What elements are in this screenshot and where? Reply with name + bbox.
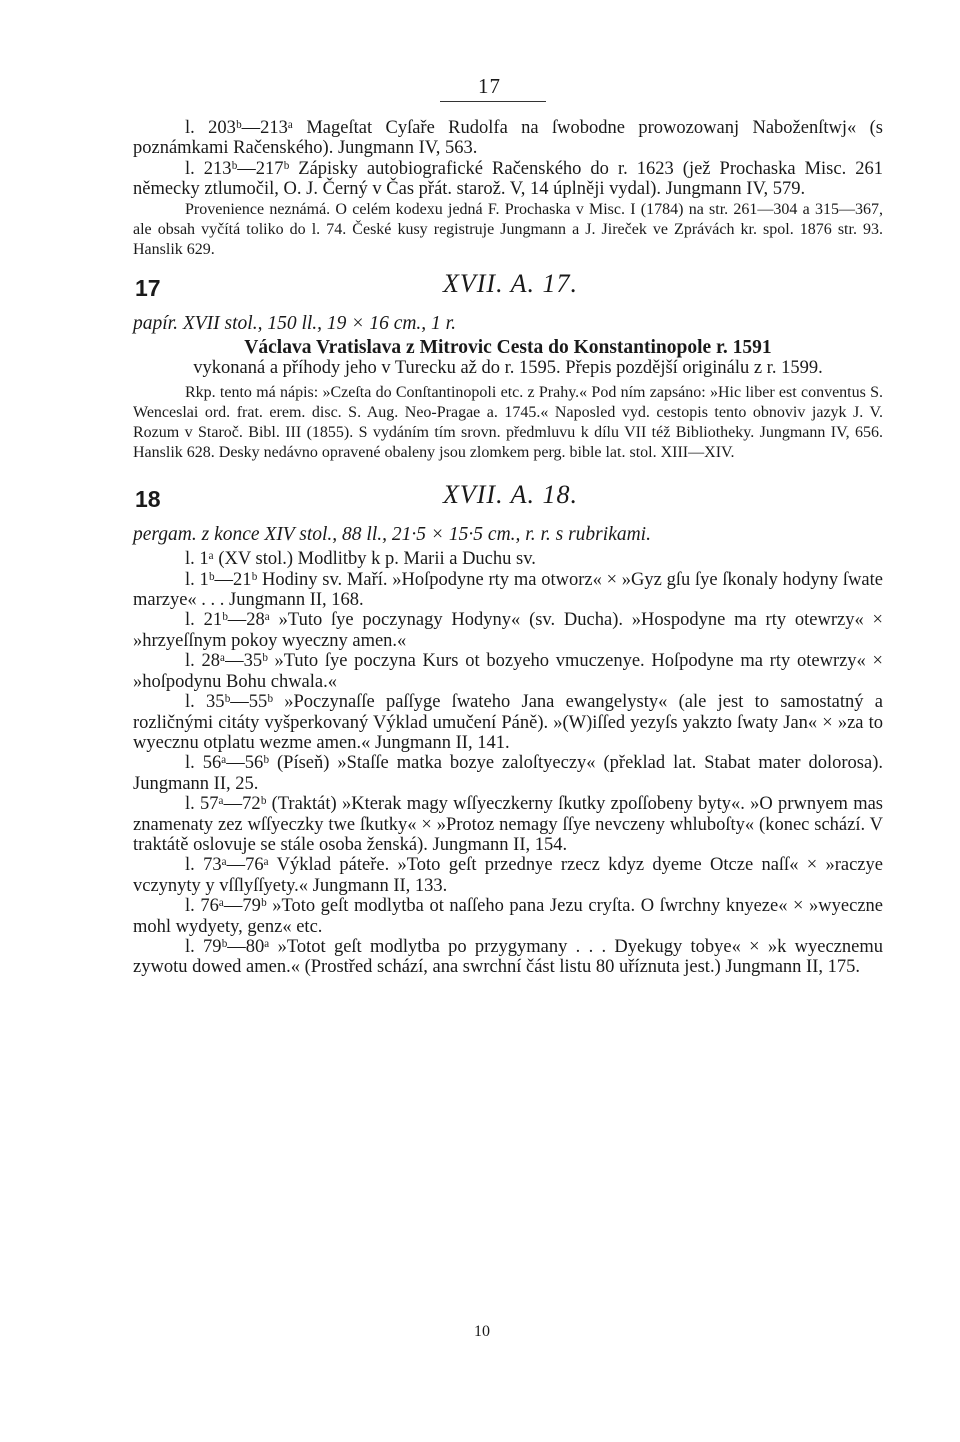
entry-18-item-5: l. 35ᵇ—55ᵇ »Poczynaſſe paſſyge ſwateho Jana ewangelysty« (ale jest to samostatný a rozličnými citáty vyšperkovaný Výklad umučení Páně). »(W)iſſed yezyſs yakzto ſwaty Jan« × »za to wyecznu otplatu wezme amen.« Jungmann II, 141. <box>133 692 883 753</box>
entry-18-item-1: l. 1ᵃ (XV stol.) Modlitby k p. Marii a Duchu sv. <box>185 549 536 570</box>
entry-18-signature: XVII. A. 18. <box>443 479 578 509</box>
entry-18-item-6: l. 56ᵃ—56ᵇ (Píseň) »Staſſe matka bozye zaloſtyeczy« (překlad lat. Stabat mater dolorosa). Jungmann II, 25. <box>133 753 883 794</box>
entry-18-number: 18 <box>135 485 161 512</box>
header-rule <box>440 101 546 102</box>
entry-18-item-3: l. 21ᵇ—28ᵃ »Tuto ſye poczynagy Hodyny« (sv. Ducha). »Hospodyne ma rty otewrzy« × »hrzyeſſnym pokoy wyeczny amen.« <box>133 610 883 651</box>
entry-18-item-8: l. 73ᵃ—76ᵃ Výklad páteře. »Toto geſt przednye rzecz kdyz dyeme Otcze naſſ« × »raczye vczynyty y vſſlyſſyety.« Jungmann II, 133. <box>133 855 883 896</box>
intro-paragraph-1: l. 203ᵇ—213ᵃ Mageſtat Cyſaře Rudolfa na ſwobodne prowozowanj Naboženſtwj« (s poznámkami Račenského). Jungmann IV, 563. <box>133 118 883 159</box>
entry-17-number: 17 <box>135 274 161 301</box>
entry-18-item-9: l. 76ᵃ—79ᵇ »Toto geſt modlytba ot naſſeho pana Jezu cryſta. O ſwrchny knyeze« × »wyeczne mohl wydyety, genz« etc. <box>133 896 883 937</box>
entry-18-item-4: l. 28ᵃ—35ᵇ »Tuto ſye poczyna Kurs ot bozyeho vmuczenye. Hoſpodyne ma rty otewrzy« × »hoſpodynu Bohu chwala.« <box>133 651 883 692</box>
entry-18-item-10: l. 79ᵇ—80ᵃ »Totot geſt modlytba po przygymany . . . Dyekugy tobye« × »k wyecznemu zywotu dowed amen.« (Prostřed schází, ana swrchní část listu 80 uříznuta jest.) Jungmann II, 175. <box>133 936 883 978</box>
entry-18-item-2: l. 1ᵇ—21ᵇ Hodiny sv. Maří. »Hoſpodyne rty ma otworz« × »Gyz gſu ſye ſkonaly hodyny ſwate marzye« . . . Jungmann II, 168. <box>133 569 883 611</box>
entry-18-item-7: l. 57ᵃ—72ᵇ (Traktát) »Kterak magy wſſyeczkerny ſkutky zpoſſobeny byty«. »O prwnyem mas znamenaty zez wſſyeczky twe ſkutky« × »Protoz nemagy ſſye nevczeny whluboſty« (konec schází. V traktátě oslovuje se stále osoba ženská). Jungmann II, 154. <box>133 794 883 855</box>
page-number-top: 17 <box>478 74 501 98</box>
entry-18-description: pergam. z konce XIV stol., 88 ll., 21·5 × 15·5 cm., r. r. s rubrikami. <box>133 523 651 545</box>
entry-17-title: Václava Vratislava z Mitrovic Cesta do Konstantinopole r. 1591 <box>244 337 772 359</box>
entry-17-rkp: Rkp. tento má nápis: »Czeſta do Conſtantinopoli etc. z Prahy.« Pod ním zapsáno: »Hic liber est conventus S. Wenceslai ord. frat. erem. disc. S. Aug. Neo-Pragae a. 1745.« Naposled vyd. cestopis tento obnoviv jazyk J. V. Rozum v Staroč. Bibl. III (1855). S vydáním tím srovn. předmluvu k dílu VII též Bibliotheky. Jungmann IV, 656. Hanslik 628. Desky nedávno opravené obaleny jsou zlomkem perg. bible lat. stol. XIII—XIV. <box>133 383 883 461</box>
entry-17-heading <box>133 268 883 314</box>
intro-paragraph-2: l. 213ᵇ—217ᵇ Zápisky autobiografické Račenského do r. 1623 (jež Prochaska Misc. 261 německy ztlumočil, O. J. Černý v Čas přát. starož. V, 14 úplněji vydal). Jungmann IV, 579. <box>133 158 883 200</box>
entry-18-heading <box>133 479 883 525</box>
entry-17-description: papír. XVII stol., 150 ll., 19 × 16 cm., 1 r. <box>133 312 456 334</box>
entry-17-title-rest: vykonaná a příhody jeho v Turecku až do r. 1595. Přepis pozdější originálu z r. 1599. <box>193 358 823 379</box>
entry-17-signature: XVII. A. 17. <box>443 268 578 298</box>
intro-paragraph-3: Provenience neznámá. O celém kodexu jedná F. Prochaska v Misc. I (1784) na str. 261—304 a 315—367, ale obsah vyčítá toliko do l. 74. České kusy registruje Jungmann a J. Jireček ve Zprávách kr. spol. 1876 str. 93. Hanslik 629. <box>133 200 883 258</box>
page-body <box>133 118 883 978</box>
page-number-bottom: 10 <box>474 1323 490 1340</box>
